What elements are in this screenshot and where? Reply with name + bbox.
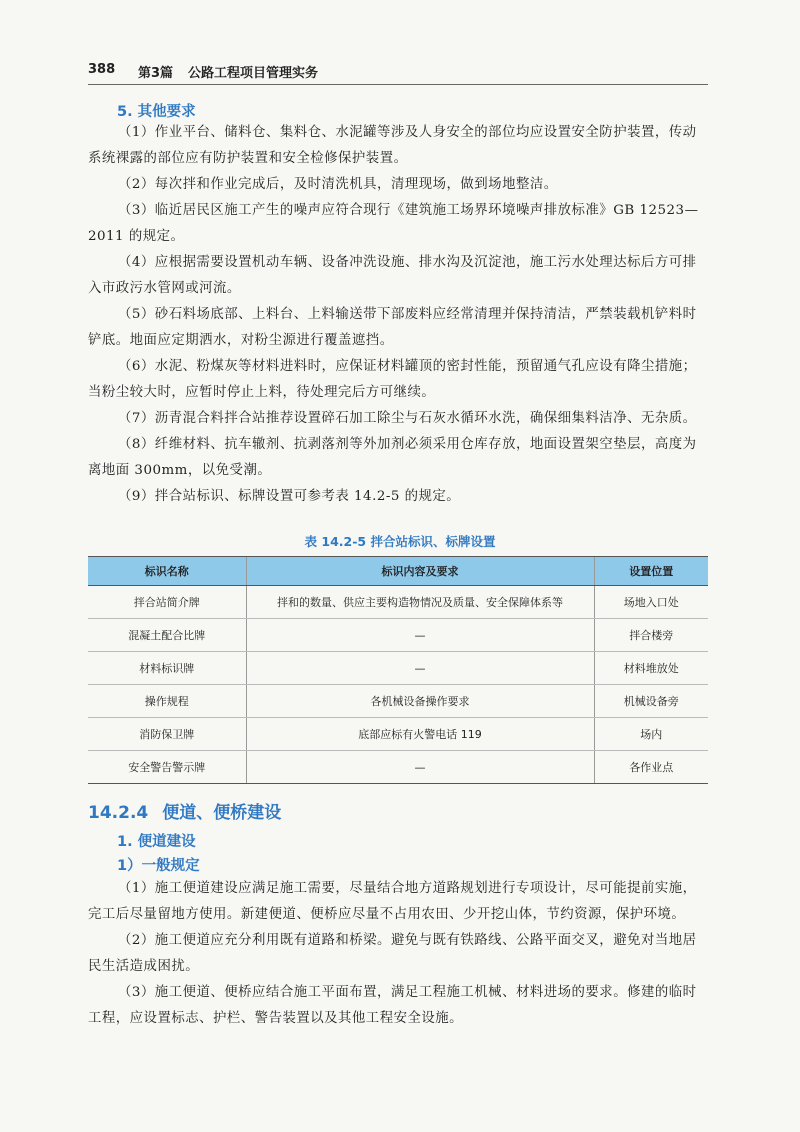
part-title: 公路工程项目管理实务 — [188, 66, 319, 81]
table-cell: 混凝土配合比牌 — [88, 619, 246, 652]
column-header: 标识内容及要求 — [246, 557, 594, 586]
paragraph: （7）沥青混合料拌合站推荐设置碎石加工除尘与石灰水循环水洗，确保细集料洁净、无杂质。 — [118, 411, 697, 426]
table-cell: 机械设备旁 — [594, 685, 708, 718]
sign-table — [88, 556, 708, 784]
table-row — [88, 586, 708, 619]
header-divider — [88, 84, 708, 85]
paragraph: （1）作业平台、储料仓、集料仓、水泥罐等涉及人身安全的部位均应设置安全防护装置，传动系统裸露的部位应有防护装置和安全检修保护装置。 — [88, 125, 697, 166]
table-cell: 安全警告警示牌 — [88, 751, 246, 784]
table-cell: 场地入口处 — [594, 586, 708, 619]
table-caption: 表 14.2-5 拌合站标识、标牌设置 — [304, 534, 496, 549]
paragraph: （2）每次拌和作业完成后，及时清洗机具，清理现场，做到场地整洁。 — [118, 177, 558, 192]
table-cell: — — [246, 619, 594, 652]
table-cell: 材料堆放处 — [594, 652, 708, 685]
section-heading: 5. 其他要求 — [117, 104, 196, 120]
table-row — [88, 718, 708, 751]
paragraph: （5）砂石料场底部、上料台、上料输送带下部废料应经常清理并保持清洁，严禁装载机铲料时铲底。地面应定期洒水，对粉尘源进行覆盖遮挡。 — [88, 307, 697, 348]
subsection-heading: 1. 便道建设 — [117, 834, 196, 850]
section-title-text: 便道、便桥建设 — [162, 803, 282, 823]
table-cell: 消防保卫牌 — [88, 718, 246, 751]
table-row — [88, 619, 708, 652]
page-number: 388 — [88, 62, 116, 77]
table-row — [88, 652, 708, 685]
column-header: 设置位置 — [594, 557, 708, 586]
paragraph: （3）临近居民区施工产生的噪声应符合现行《建筑施工场界环境噪声排放标准》GB 12523—2011 的规定。 — [88, 203, 699, 244]
table-cell: — — [246, 652, 594, 685]
section-number: 14.2.4 — [88, 803, 149, 823]
table-cell: 各作业点 — [594, 751, 708, 784]
section-body — [88, 120, 708, 510]
table-cell: 拌和的数量、供应主要构造物情况及质量、安全保障体系等 — [246, 586, 594, 619]
section-title — [88, 798, 281, 823]
table-header-row — [88, 557, 708, 586]
table-row — [88, 685, 708, 718]
paragraph: （4）应根据需要设置机动车辆、设备冲洗设施、排水沟及沉淀池，施工污水处理达标后方可排入市政污水管网或河流。 — [88, 255, 697, 296]
part-label: 第3篇 — [138, 66, 174, 81]
paragraph: （1）施工便道建设应满足施工需要，尽量结合地方道路规划进行专项设计，尽可能提前实施，完工后尽量留地方使用。新建便道、便桥应尽量不占用农田、少开挖山体，节约资源，保护环境。 — [88, 881, 697, 922]
table-cell: 操作规程 — [88, 685, 246, 718]
section-body — [88, 876, 708, 1032]
paragraph: （2）施工便道应充分利用既有道路和桥梁。避免与既有铁路线、公路平面交叉，避免对当地居民生活造成困扰。 — [88, 933, 697, 974]
table-cell: 场内 — [594, 718, 708, 751]
paragraph: （9）拌合站标识、标牌设置可参考表 14.2-5 的规定。 — [118, 489, 461, 504]
paragraph: （8）纤维材料、抗车辙剂、抗剥落剂等外加剂必须采用仓库存放，地面设置架空垫层，高度为离地面 300mm，以免受潮。 — [88, 437, 697, 478]
table-cell: 拌合楼旁 — [594, 619, 708, 652]
paragraph: （6）水泥、粉煤灰等材料进料时，应保证材料罐顶的密封性能，预留通气孔应设有降尘措施；当粉尘较大时，应暂时停止上料，待处理完后方可继续。 — [88, 359, 697, 400]
subsubsection-heading: 1）一般规定 — [117, 858, 200, 874]
column-header: 标识名称 — [88, 557, 246, 586]
running-header — [88, 62, 712, 84]
table-cell: 材料标识牌 — [88, 652, 246, 685]
paragraph: （3）施工便道、便桥应结合施工平面布置，满足工程施工机械、材料进场的要求。修建的临时工程，应设置标志、护栏、警告装置以及其他工程安全设施。 — [88, 985, 697, 1026]
table-cell: 底部应标有火警电话 119 — [246, 718, 594, 751]
table-cell: — — [246, 751, 594, 784]
table-cell: 各机械设备操作要求 — [246, 685, 594, 718]
table-cell: 拌合站简介牌 — [88, 586, 246, 619]
table-row — [88, 751, 708, 784]
